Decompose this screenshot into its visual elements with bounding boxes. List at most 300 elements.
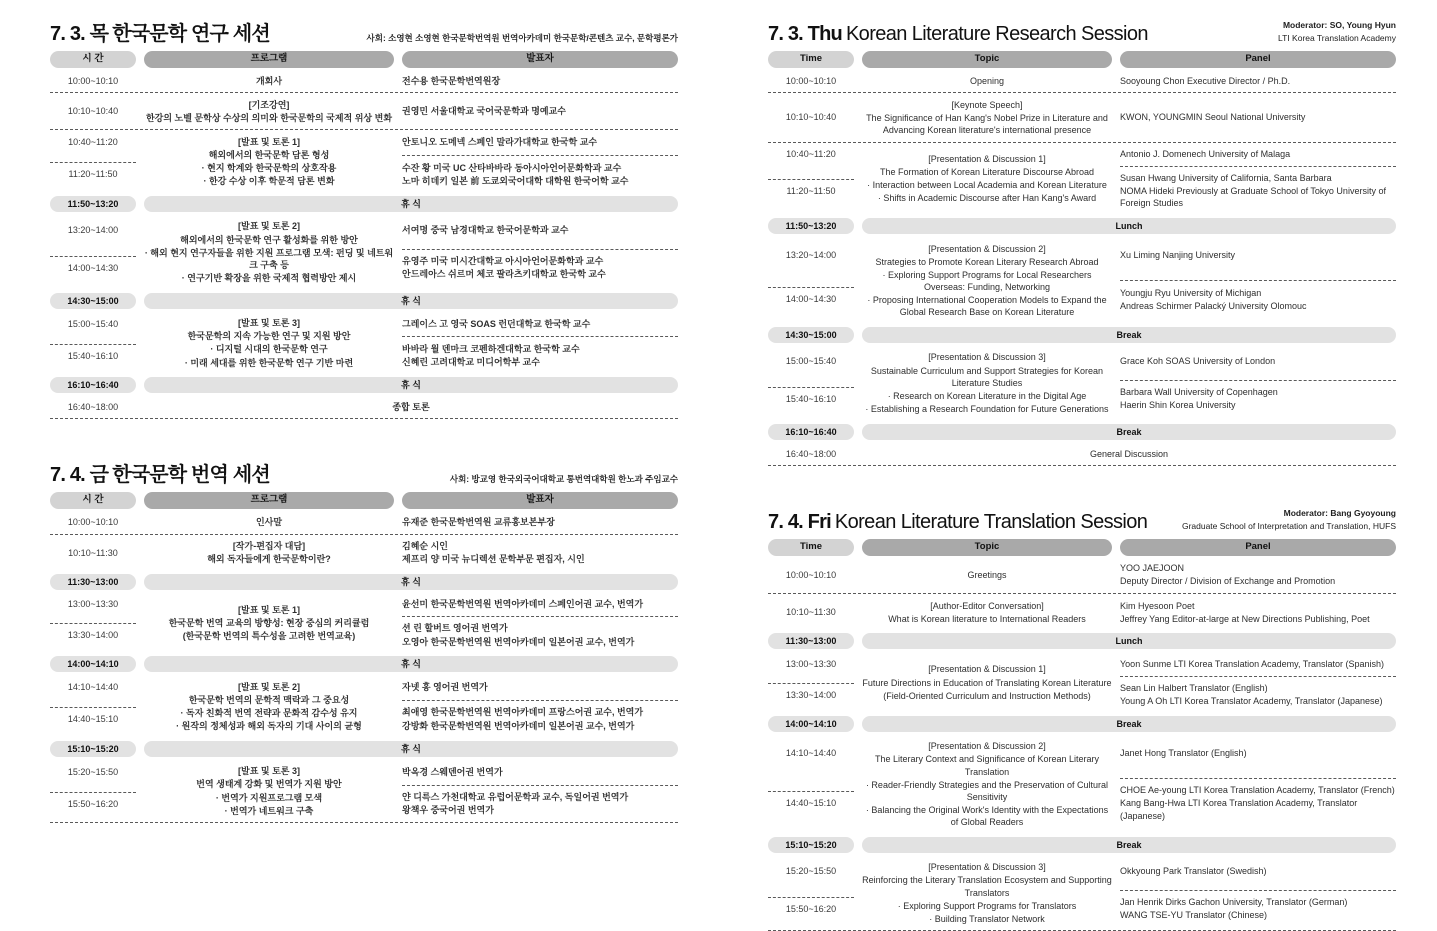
topic-cell <box>144 675 394 738</box>
time-cell: 14:00~14:30 <box>768 287 854 310</box>
topic-line: Reinforcing the Literary Translation Ecosystem and Supporting Translators <box>862 875 1112 898</box>
topic-cell <box>144 130 394 193</box>
topic-line: · 미래 세대를 위한 한국문학 연구 기반 마련 <box>184 357 354 368</box>
break-time: 11:30~13:00 <box>768 633 854 649</box>
session-name: 한국문학 연구 세션 <box>112 23 270 45</box>
topic-cell <box>144 510 394 533</box>
time-cell: 10:10~11:30 <box>786 607 836 618</box>
panel-cell <box>1120 280 1396 317</box>
topic-cell <box>862 563 1112 586</box>
break-time: 14:30~15:00 <box>768 327 854 343</box>
panel-line: 제프리 양 미국 뉴디렉션 문학부문 편집자, 시인 <box>402 554 585 565</box>
moderator-info <box>1182 507 1396 534</box>
panel-cell <box>1120 106 1396 129</box>
topic-line: 한국문학 번역의 문학적 맥락과 그 중요성 <box>188 694 350 705</box>
schedule-row <box>768 69 1396 93</box>
topic-line: · 디지털 시대의 한국문학 연구 <box>210 344 328 355</box>
schedule-row <box>50 69 678 93</box>
panel-line: Xu Liming Nanjing University <box>1120 250 1236 261</box>
schedule-table <box>50 51 678 419</box>
full-width-row <box>50 396 678 419</box>
panel-line: Haerin Shin Korea University <box>1120 400 1236 411</box>
panel-cell <box>1120 69 1396 92</box>
time-cell: 16:40~18:00 <box>785 448 837 459</box>
break-time: 14:00~14:10 <box>50 656 136 672</box>
time-cell: 13:20~14:00 <box>785 250 837 261</box>
topic-line: · Interaction between Local Academia and Korean Literature <box>867 180 1107 191</box>
schedule-row <box>768 557 1396 594</box>
panel-cell <box>1120 676 1396 713</box>
panel-line: 최애영 한국문학번역원 번역아카데미 프랑스어권 교수, 번역가 <box>402 707 644 718</box>
break-label: 휴 식 <box>144 574 678 590</box>
panel-line: Yoon Sunme LTI Korea Translation Academy, Translator (Spanish) <box>1120 658 1384 669</box>
panel-line: 신혜린 고려대학교 미디어학부 교수 <box>402 357 540 368</box>
panel-cell <box>1120 778 1396 827</box>
full-width-row <box>768 443 1396 466</box>
topic-line: [Presentation & Discussion 1] <box>928 154 1046 165</box>
moderator-line: Graduate School of Interpretation and Translation, HUFS <box>1181 520 1396 531</box>
full-row-label: 종합 토론 <box>392 402 430 413</box>
break-label: 휴 식 <box>144 293 678 309</box>
column-header-time: 시 간 <box>50 492 136 509</box>
topic-line: Opening <box>969 75 1005 86</box>
panel-cell <box>1120 859 1396 882</box>
panel-cell <box>1120 350 1396 373</box>
topic-cell <box>862 237 1112 324</box>
topic-line: [작가-편집자 대담] <box>232 541 306 552</box>
panel-cell <box>402 249 678 286</box>
panel-line: Andreas Schirmer Palacký University Olomouc <box>1120 300 1307 311</box>
session-fri-english <box>768 504 1396 931</box>
panel-line: Janet Hong Translator (English) <box>1120 747 1247 758</box>
column-header-time: Time <box>768 51 854 68</box>
panel-line: 윤선미 한국문학번역원 번역아카데미 스페인어권 교수, 번역가 <box>402 599 644 610</box>
topic-line: · Proposing International Cooperation Models to Expand the Global Research Base on Korean Literature <box>867 295 1107 318</box>
topic-line: · 원작의 정체성과 해외 독자의 기대 사이의 균형 <box>176 721 362 732</box>
break-label: Break <box>862 716 1396 732</box>
time-cell: 14:00~14:30 <box>50 256 136 279</box>
panel-cell <box>1120 890 1396 927</box>
topic-cell <box>862 93 1112 141</box>
schedule-row <box>50 510 678 534</box>
time-cell: 13:30~14:00 <box>768 683 854 706</box>
panel-line: 유영주 미국 미시간대학교 아시아언어문화학과 교수 <box>402 256 604 267</box>
topic-line: [Presentation & Discussion 3] <box>928 862 1046 873</box>
schedule-block-row <box>768 346 1396 421</box>
panel-line: 안드레아스 쉬르머 체코 팔라츠키대학교 한국학 교수 <box>402 269 606 280</box>
break-label: Break <box>862 837 1396 853</box>
time-cell: 10:00~10:10 <box>785 75 837 86</box>
panel-line: 권영민 서울대학교 국어국문학과 명예교수 <box>402 106 566 117</box>
time-cell: 14:10~14:40 <box>67 682 119 693</box>
schedule-row <box>50 535 678 571</box>
break-label: 휴 식 <box>144 196 678 212</box>
topic-line: · Reader-Friendly Strategies and the Preservation of Cultural Sensitivity <box>865 779 1109 802</box>
panel-cell <box>1120 143 1396 166</box>
moderator-line: Moderator: SO, Young Hyun <box>1282 20 1396 31</box>
topic-cell <box>144 69 394 92</box>
topic-line: The Formation of Korean Literature Discourse Abroad <box>879 167 1095 178</box>
session-date: 7. 4. 금 <box>50 464 109 487</box>
topic-line: [발표 및 토론 1] <box>238 604 300 615</box>
time-cell: 13:20~14:00 <box>67 225 119 236</box>
panel-line: Jeffrey Yang Editor-at-large at New Directions Publishing, Poet <box>1120 613 1370 624</box>
panel-line: NOMA Hideki Previously at Graduate School of Tokyo University of Foreign Studies <box>1120 186 1386 209</box>
schedule-table <box>768 539 1396 931</box>
topic-line: [Presentation & Discussion 2] <box>928 243 1046 254</box>
break-time: 14:30~15:00 <box>50 293 136 309</box>
topic-line: [발표 및 토론 2] <box>238 221 300 232</box>
time-cell: 10:10~10:40 <box>785 112 837 123</box>
time-cell: 10:00~10:10 <box>67 75 119 86</box>
schedule-block-row <box>50 593 678 653</box>
page-right <box>718 0 1436 924</box>
panel-cell <box>402 336 678 373</box>
break-row <box>768 633 1396 649</box>
panel-line: 자넷 홍 영어권 번역가 <box>402 682 488 693</box>
moderator-line: Moderator: Bang Gyoyoung <box>1283 508 1396 519</box>
break-time: 11:30~13:00 <box>50 574 136 590</box>
column-header-time: 시 간 <box>50 51 136 68</box>
panel-line: 노마 히데키 일본 前 도쿄외국어대학 대학원 한국어학 교수 <box>402 175 629 186</box>
topic-line: The Significance of Han Kang's Nobel Prize in Literature and Advancing Korean literature's international presence <box>866 112 1108 135</box>
schedule-block-row <box>768 652 1396 712</box>
topic-line: 인사말 <box>255 516 283 527</box>
panel-line: 전수용 한국문학번역원장 <box>402 75 501 86</box>
schedule-table <box>768 51 1396 466</box>
page-left <box>0 0 718 816</box>
panel-cell <box>402 312 678 335</box>
schedule-block-row <box>50 130 678 193</box>
break-label: 휴 식 <box>144 741 678 757</box>
topic-line: [Presentation & Discussion 1] <box>928 664 1046 675</box>
session-thu-korean <box>50 16 678 419</box>
panel-cell <box>1120 594 1396 630</box>
break-row <box>50 656 678 672</box>
panel-line: WANG TSE-YU Translator (Chinese) <box>1120 910 1268 921</box>
panel-cell <box>1120 244 1396 267</box>
break-time: 15:10~15:20 <box>768 837 854 853</box>
panel-line: Deputy Director / Division of Exchange and Promotion <box>1120 576 1336 587</box>
time-cell: 15:50~16:20 <box>50 792 136 815</box>
panel-line: 션 린 할버트 영어권 번역가 <box>402 623 508 634</box>
schedule-block-row <box>50 215 678 290</box>
topic-cell <box>144 760 394 823</box>
panel-line: 그레이스 고 영국 SOAS 런던대학교 한국학 교수 <box>402 318 591 329</box>
panel-cell <box>1120 652 1396 675</box>
topic-line: 한국문학의 지속 가능한 연구 및 지원 방안 <box>187 331 351 342</box>
time-cell: 16:40~18:00 <box>67 402 119 413</box>
time-cell: 14:40~15:10 <box>50 707 136 730</box>
break-label: 휴 식 <box>144 377 678 393</box>
session-name: Korean Literature Research Session <box>845 23 1148 45</box>
break-time: 16:10~16:40 <box>50 377 136 393</box>
time-cell: 15:40~16:10 <box>768 387 854 410</box>
schedule-row <box>768 93 1396 142</box>
session-date: 7. 4. Fri <box>768 510 831 533</box>
topic-line: · 현지 학계와 한국문학의 상호작용 <box>201 163 337 174</box>
break-time: 11:50~13:20 <box>50 196 136 212</box>
time-cell: 10:00~10:10 <box>67 516 119 527</box>
panel-line: 얀 디륵스 가천대학교 유럽어문학과 교수, 독일어권 번역가 <box>402 792 629 803</box>
topic-line: [발표 및 토론 2] <box>238 681 300 692</box>
topic-line: · 연구기반 확장을 위한 국제적 협력방안 제시 <box>181 273 357 284</box>
column-header-panel: 발표자 <box>402 492 678 509</box>
column-header-topic: Topic <box>862 539 1112 556</box>
topic-line: 한강의 노벨 문학상 수상의 의미와 한국문학의 국제적 위상 변화 <box>145 112 393 123</box>
panel-line: Sean Lin Halbert Translator (English) <box>1120 683 1268 694</box>
topic-line: Future Directions in Education of Translating Korean Literature <box>862 677 1112 688</box>
panel-line: Kang Bang-Hwa LTI Korea Translation Academy, Translator (Japanese) <box>1120 798 1358 821</box>
time-cell: 13:30~14:00 <box>50 623 136 646</box>
break-row <box>768 837 1396 853</box>
topic-line: · Building Translator Network <box>929 913 1045 924</box>
time-cell: 15:00~15:40 <box>67 318 119 329</box>
schedule-block-row <box>768 237 1396 324</box>
time-cell: 10:10~11:30 <box>68 547 118 558</box>
schedule-block-row <box>50 312 678 375</box>
topic-line: [Keynote Speech] <box>951 99 1023 110</box>
panel-line: 왕책우 중국어권 번역가 <box>402 805 494 816</box>
table-header-row <box>768 51 1396 68</box>
time-cell: 15:20~15:50 <box>67 766 119 777</box>
panel-line: Young A Oh LTI Korea Translator Academy, Translator (Japanese) <box>1120 696 1383 707</box>
panel-line: 박옥경 스웨덴어권 번역가 <box>402 766 503 777</box>
time-cell: 11:20~11:50 <box>768 179 854 202</box>
topic-cell <box>862 735 1112 834</box>
time-cell: 15:00~15:40 <box>785 356 837 367</box>
break-row <box>50 574 678 590</box>
topic-line: (한국문학 번역의 특수성을 고려한 번역교육) <box>182 631 356 642</box>
topic-cell <box>862 658 1112 707</box>
session-header <box>768 504 1396 534</box>
panel-line: Grace Koh SOAS University of London <box>1120 356 1276 367</box>
panel-cell <box>402 100 678 123</box>
schedule-block-row <box>768 735 1396 834</box>
panel-cell <box>402 700 678 737</box>
topic-line: 개회사 <box>255 75 283 86</box>
session-date: 7. 3. Thu <box>768 23 842 45</box>
break-row <box>768 716 1396 732</box>
topic-line: · 번역가 지원프로그램 모색 <box>215 792 323 803</box>
topic-line: · Establishing a Research Foundation for Future Generations <box>865 404 1109 415</box>
full-row-label: General Discussion <box>1089 448 1169 459</box>
topic-cell <box>144 93 394 129</box>
topic-cell <box>144 215 394 290</box>
session-name: Korean Literature Translation Session <box>834 510 1148 533</box>
panel-cell <box>402 593 678 616</box>
break-row <box>768 424 1396 440</box>
schedule-block-row <box>50 675 678 738</box>
time-cell: 11:20~11:50 <box>50 162 136 185</box>
session-title <box>768 511 1147 534</box>
schedule-row <box>50 93 678 130</box>
panel-line: Susan Hwang University of California, Santa Barbara <box>1120 173 1332 184</box>
panel-cell <box>402 785 678 822</box>
time-cell: 13:00~13:30 <box>785 658 837 669</box>
panel-line: YOO JAEJOON <box>1120 563 1185 574</box>
topic-line: [Author-Editor Conversation] <box>930 600 1044 611</box>
time-cell: 15:50~16:20 <box>768 897 854 920</box>
panel-cell <box>1120 557 1396 593</box>
panel-line: CHOE Ae-young LTI Korea Translation Academy, Translator (French) <box>1120 785 1395 796</box>
topic-line: · Balancing the Original Work's Identity with the Expectations of Global Readers <box>865 805 1109 828</box>
panel-line: Antonio J. Domenech University of Malaga <box>1120 149 1291 160</box>
panel-cell <box>402 760 678 783</box>
panel-line: 바바라 월 덴마크 코펜하겐대학교 한국학 교수 <box>402 343 580 354</box>
panel-line: KWON, YOUNGMIN Seoul National University <box>1120 112 1306 123</box>
time-cell: 14:40~15:10 <box>768 791 854 814</box>
panel-line: Youngju Ryu University of Michigan <box>1120 287 1262 298</box>
break-time: 14:00~14:10 <box>768 716 854 732</box>
topic-line: 해외에서의 한국문학 연구 활성화를 위한 방안 <box>180 234 358 245</box>
panel-line: 수잔 황 미국 UC 산타바바라 동아시아언어문화학과 교수 <box>402 162 622 173</box>
break-row <box>768 327 1396 343</box>
schedule-block-row <box>50 760 678 824</box>
moderator-info <box>1278 19 1396 46</box>
panel-line: Jan Henrik Dirks Gachon University, Translator (German) <box>1120 897 1348 908</box>
break-label: Lunch <box>862 218 1396 234</box>
moderator-line: 사회: 소영현 소영현 한국문학번역원 번역아카데미 한국문학/콘텐츠 교수, 문학평론가 <box>366 32 678 43</box>
time-cell: 10:40~11:20 <box>68 137 118 148</box>
session-header <box>50 16 678 46</box>
column-header-topic: 프로그램 <box>144 51 394 68</box>
session-header <box>768 16 1396 46</box>
moderator-line: LTI Korea Translation Academy <box>1278 32 1396 43</box>
panel-line: Barbara Wall University of Copenhagen <box>1120 387 1278 398</box>
time-cell: 10:00~10:10 <box>785 569 837 580</box>
moderator-info <box>450 473 678 487</box>
topic-line: · Exploring Support Programs for Translators <box>897 900 1077 911</box>
column-header-panel: 발표자 <box>402 51 678 68</box>
time-cell: 15:20~15:50 <box>785 865 837 876</box>
session-header <box>50 457 678 487</box>
panel-line: 오영아 한국문학번역원 번역아카데미 일본어권 교수, 번역가 <box>402 636 635 647</box>
panel-cell <box>1120 380 1396 417</box>
time-cell: 15:40~16:10 <box>50 344 136 367</box>
session-title <box>768 23 1148 46</box>
break-row <box>50 377 678 393</box>
break-label: 휴 식 <box>144 656 678 672</box>
topic-cell <box>862 69 1112 92</box>
session-fri-korean <box>50 457 678 823</box>
panel-line: 김혜순 시인 <box>402 541 448 552</box>
panel-cell <box>402 616 678 653</box>
topic-line: · Research on Korean Literature in the Digital Age <box>887 390 1087 401</box>
panel-line: 서여명 중국 남경대학교 한국어문학과 교수 <box>402 225 569 236</box>
topic-line: [Presentation & Discussion 2] <box>928 741 1046 752</box>
break-row <box>768 218 1396 234</box>
break-row <box>50 741 678 757</box>
time-cell: 10:10~10:40 <box>67 106 119 117</box>
panel-line: 강방화 한국문학번역원 번역아카데미 일본어권 교수, 번역가 <box>402 720 635 731</box>
break-label: Break <box>862 424 1396 440</box>
panel-line: 유재준 한국문학번역원 교류홍보본부장 <box>402 516 555 527</box>
panel-cell <box>402 155 678 192</box>
schedule-row <box>768 594 1396 630</box>
topic-line: · 번역가 네트워크 구축 <box>224 805 314 816</box>
session-title <box>50 458 270 487</box>
topic-line: Strategies to Promote Korean Literary Research Abroad <box>875 256 1099 267</box>
topic-line: 해외 독자들에게 한국문학이란? <box>207 554 331 565</box>
topic-line: [발표 및 토론 3] <box>238 766 300 777</box>
panel-line: 안토니오 도메넥 스페인 말라가대학교 한국학 교수 <box>402 137 598 148</box>
panel-cell <box>402 535 678 571</box>
topic-line: · Shifts in Academic Discourse after Han Kang's Award <box>877 193 1097 204</box>
schedule-block-row <box>768 856 1396 931</box>
panel-cell <box>402 131 678 154</box>
session-date: 7. 3. 목 <box>50 23 109 45</box>
session-thu-english <box>768 16 1396 466</box>
topic-line: · 독자 친화적 번역 전략과 문화적 감수성 유지 <box>180 708 358 719</box>
topic-line: [발표 및 토론 3] <box>238 318 300 329</box>
break-label: Lunch <box>862 633 1396 649</box>
column-header-time: Time <box>768 539 854 556</box>
break-time: 16:10~16:40 <box>768 424 854 440</box>
topic-cell <box>144 312 394 375</box>
topic-line: Greetings <box>967 569 1007 580</box>
table-header-row <box>50 492 678 509</box>
schedule-table <box>50 492 678 823</box>
topic-line: [Presentation & Discussion 3] <box>928 352 1046 363</box>
panel-cell <box>402 676 678 699</box>
topic-line: 해외에서의 한국문학 담론 형성 <box>208 150 330 161</box>
time-cell: 14:10~14:40 <box>785 747 837 758</box>
topic-cell <box>862 594 1112 630</box>
session-name: 한국문학 번역 세션 <box>112 464 270 487</box>
topic-cell <box>862 148 1112 211</box>
moderator-line: 사회: 방교영 한국외국어대학교 통번역대학원 한노과 주임교수 <box>449 474 678 485</box>
break-time: 15:10~15:20 <box>50 741 136 757</box>
topic-line: The Literary Context and Significance of Korean Literary Translation <box>874 754 1100 777</box>
break-label: Break <box>862 327 1396 343</box>
column-header-topic: Topic <box>862 51 1112 68</box>
topic-line: Sustainable Curriculum and Support Strategies for Korean Literature Studies <box>870 365 1104 388</box>
break-row <box>50 293 678 309</box>
topic-cell <box>862 856 1112 931</box>
session-title <box>50 17 270 46</box>
schedule-block-row <box>768 143 1396 216</box>
topic-line: 번역 생태계 강화 및 번역가 지원 방안 <box>196 779 342 790</box>
topic-line: What is Korean literature to International Readers <box>888 613 1086 624</box>
panel-line: Kim Hyesoon Poet <box>1120 600 1195 611</box>
topic-line: · Exploring Support Programs for Local Researchers Overseas: Funding, Networking <box>882 269 1092 293</box>
topic-line: (Field-Oriented Curriculum and Instruction Methods) <box>883 690 1091 701</box>
topic-cell <box>144 598 394 647</box>
topic-cell <box>144 535 394 571</box>
panel-line: Sooyoung Chon Executive Director / Ph.D. <box>1120 75 1291 86</box>
panel-cell <box>1120 741 1396 764</box>
panel-line: Okkyoung Park Translator (Swedish) <box>1120 865 1267 876</box>
table-header-row <box>768 539 1396 556</box>
moderator-info <box>367 32 678 46</box>
column-header-topic: 프로그램 <box>144 492 394 509</box>
panel-cell <box>402 69 678 92</box>
column-header-panel: Panel <box>1120 539 1396 556</box>
topic-line: · 해외 현지 연구자들을 위한 지원 프로그램 모색: 펀딩 및 네트워크 구축 등 <box>144 247 394 270</box>
topic-line: · 한강 수상 이후 학문적 담론 변화 <box>203 176 335 187</box>
topic-cell <box>862 346 1112 421</box>
table-header-row <box>50 51 678 68</box>
panel-cell <box>402 219 678 242</box>
panel-cell <box>402 510 678 533</box>
topic-line: 한국문학 번역 교육의 방향성: 현장 중심의 커리큘럼 <box>168 617 370 628</box>
break-row <box>50 196 678 212</box>
topic-line: [발표 및 토론 1] <box>238 136 300 147</box>
break-time: 11:50~13:20 <box>768 218 854 234</box>
time-cell: 13:00~13:30 <box>67 599 119 610</box>
panel-cell <box>1120 166 1396 215</box>
